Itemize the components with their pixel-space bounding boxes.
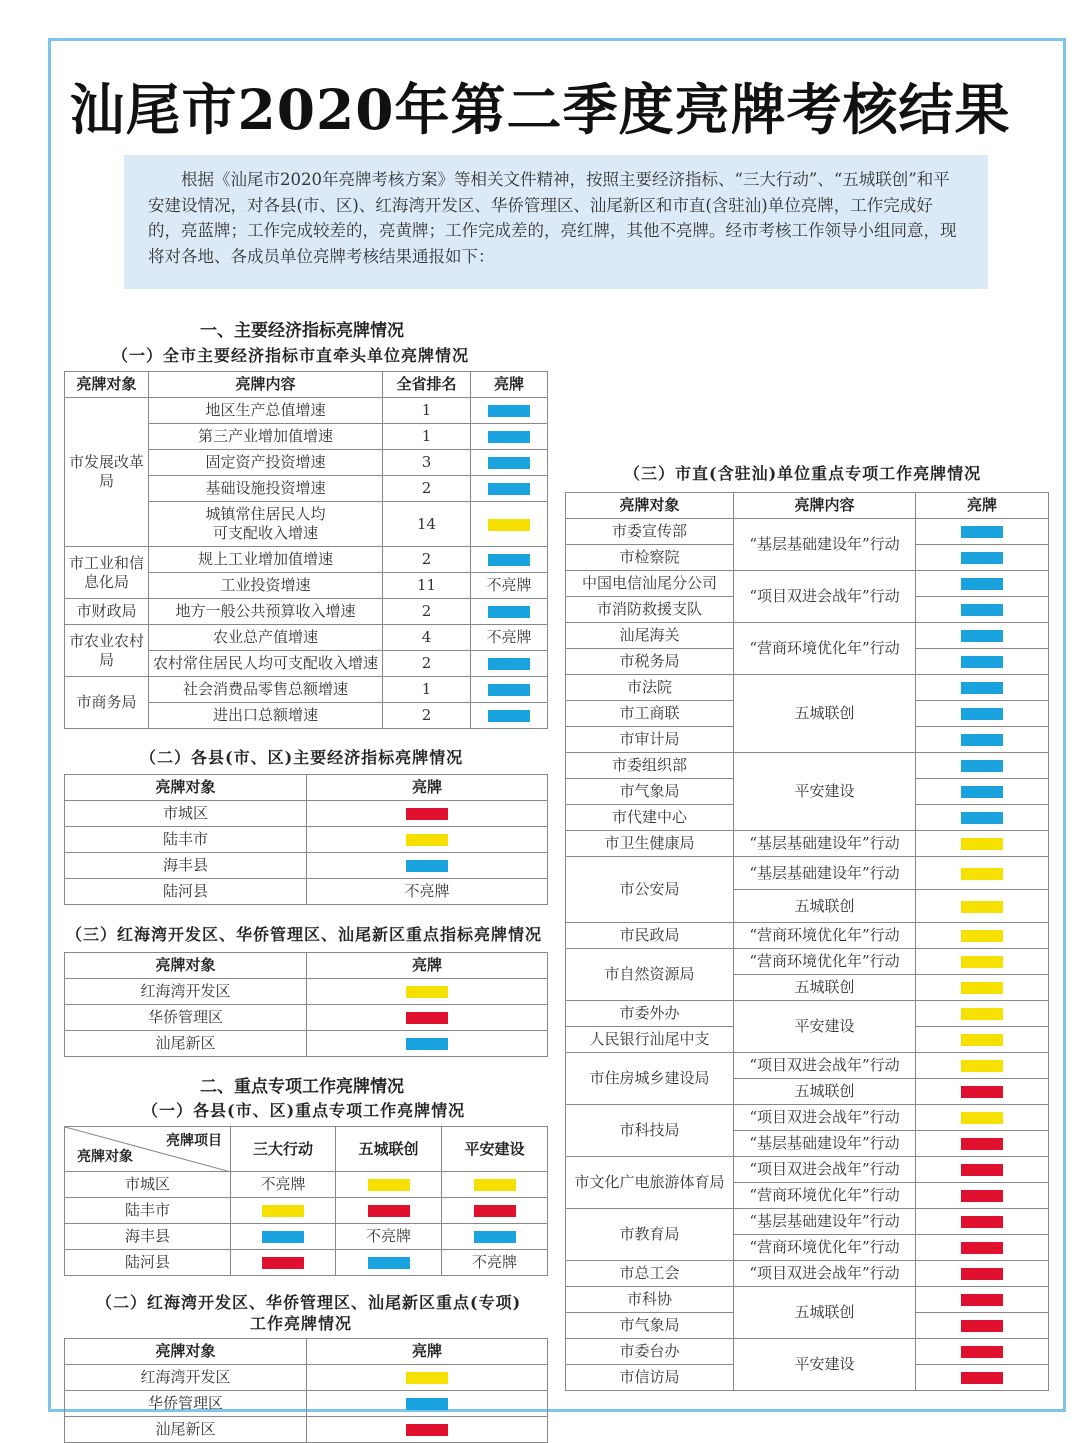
card-cell: [916, 1053, 1049, 1079]
org-cell: 市发展改革局: [65, 398, 149, 547]
yellow-card: [262, 1205, 304, 1217]
item-cell: “基层基础建设年”行动: [734, 1131, 916, 1157]
org-cell: 市住房城乡建设局: [566, 1053, 734, 1105]
blue-card: [488, 431, 530, 443]
org-cell: 市工商联: [566, 701, 734, 727]
blue-card: [368, 1257, 410, 1269]
card-cell: [231, 1224, 336, 1250]
rank-cell: 2: [383, 547, 471, 573]
org-cell: 海丰县: [65, 853, 307, 879]
item-cell: 社会消费品零售总额增速: [149, 677, 383, 703]
yellow-card: [961, 982, 1003, 994]
item-cell: 固定资产投资增速: [149, 450, 383, 476]
yellow-card: [406, 1372, 448, 1384]
item-cell: 农业总产值增速: [149, 625, 383, 651]
card-cell: [916, 890, 1049, 923]
card-cell: [307, 1417, 548, 1443]
rank-cell: 1: [383, 424, 471, 450]
item-cell: 五城联创: [734, 1079, 916, 1105]
card-cell: [307, 827, 548, 853]
red-card: [474, 1205, 516, 1217]
item-cell: “营商环境优化年”行动: [734, 1235, 916, 1261]
item-cell: “基层基础建设年”行动: [734, 857, 916, 890]
col-header: 亮牌对象: [65, 775, 307, 801]
org-cell: 汕尾海关: [566, 623, 734, 649]
item-cell: “基层基础建设年”行动: [734, 1209, 916, 1235]
card-cell: [336, 1198, 442, 1224]
red-card: [961, 1268, 1003, 1280]
table-row: [566, 831, 1049, 857]
org-cell: 红海湾开发区: [65, 1365, 307, 1391]
blue-card: [961, 682, 1003, 694]
org-cell: 市工业和信息化局: [65, 547, 149, 599]
org-cell: 市委外办: [566, 1001, 734, 1027]
item-cell: 五城联创: [734, 890, 916, 923]
org-cell: 市总工会: [566, 1261, 734, 1287]
yellow-card: [961, 901, 1003, 913]
col-header: 亮牌对象: [566, 493, 734, 519]
rank-cell: 1: [383, 398, 471, 424]
red-card: [961, 1346, 1003, 1358]
item-cell: “项目双进会战年”行动: [734, 1053, 916, 1079]
no-light-text: 不亮牌: [471, 573, 548, 599]
yellow-card: [961, 1008, 1003, 1020]
blue-card: [474, 1231, 516, 1243]
yellow-card: [961, 930, 1003, 942]
table-row: [65, 398, 548, 424]
yellow-card: [406, 986, 448, 998]
org-cell: 陆河县: [65, 1250, 231, 1276]
blue-card: [488, 606, 530, 618]
blue-card: [488, 554, 530, 566]
intro-paragraph: 根据《汕尾市2020年亮牌考核方案》等相关文件精神，按照主要经济指标、“三大行动”、“五城联创”和平安建设情况，对各县(市、区)、红海湾开发区、华侨管理区、汕尾新区和市直(含驻汕)单位亮牌，工作完成好的，亮蓝牌；工作完成较差的，亮黄牌；工作完成差的，亮红牌，其他不亮牌。经市考核工作领导小组同意，现将对各地、各成员单位亮牌考核结果通报如下：: [124, 155, 988, 289]
item-cell: 五城联创: [734, 975, 916, 1001]
org-cell: 陆河县: [65, 879, 307, 905]
card-cell: [916, 1105, 1049, 1131]
card-cell: [916, 779, 1049, 805]
blue-card: [488, 483, 530, 495]
card-cell: [307, 1031, 548, 1057]
card-cell: [916, 675, 1049, 701]
card-cell: [916, 727, 1049, 753]
s2-table2: [64, 1338, 548, 1443]
card-cell: [916, 1287, 1049, 1313]
red-card: [961, 1216, 1003, 1228]
table-row: [566, 949, 1049, 975]
item-cell: “基层基础建设年”行动: [734, 831, 916, 857]
col-header: 亮牌对象: [65, 953, 307, 979]
blue-card: [961, 812, 1003, 824]
table-row: [566, 623, 1049, 649]
red-card: [961, 1294, 1003, 1306]
item-cell: 规上工业增加值增速: [149, 547, 383, 573]
org-cell: 市科协: [566, 1287, 734, 1313]
blue-card: [406, 1038, 448, 1050]
card-cell: [307, 801, 548, 827]
org-cell: 人民银行汕尾中支: [566, 1027, 734, 1053]
corner-header: [65, 1127, 231, 1172]
card-cell: [307, 1005, 548, 1031]
col-header: 亮牌内容: [734, 493, 916, 519]
card-cell: [916, 1157, 1049, 1183]
table-row: [65, 827, 548, 853]
org-cell: 市城区: [65, 1172, 231, 1198]
table-row: [65, 677, 548, 703]
card-cell: [916, 571, 1049, 597]
blue-card: [961, 760, 1003, 772]
org-cell: 市科技局: [566, 1105, 734, 1157]
col-header: 三大行动: [231, 1127, 336, 1172]
table-row: [65, 879, 548, 905]
blue-card: [262, 1231, 304, 1243]
card-cell: [916, 1183, 1049, 1209]
s2-table3-title: （三）市直(含驻汕)单位重点专项工作亮牌情况: [624, 464, 982, 483]
org-cell: 市民政局: [566, 923, 734, 949]
blue-card: [961, 708, 1003, 720]
blue-card: [961, 604, 1003, 616]
card-cell: [442, 1224, 548, 1250]
blue-card: [488, 658, 530, 670]
s1-table2: [64, 774, 548, 905]
card-cell: [916, 1131, 1049, 1157]
col-header: 亮牌: [307, 1339, 548, 1365]
no-light-text: 不亮牌: [307, 879, 548, 905]
page-title: 汕尾市2020年第二季度亮牌考核结果: [69, 77, 1011, 142]
table-row: [65, 1417, 548, 1443]
table-row: [566, 753, 1049, 779]
corner-bottom-label: 亮牌对象: [77, 1149, 133, 1165]
item-cell: 基础设施投资增速: [149, 476, 383, 502]
red-card: [961, 1138, 1003, 1150]
card-cell: [442, 1198, 548, 1224]
card-cell: [916, 597, 1049, 623]
card-cell: [471, 547, 548, 573]
item-cell: “营商环境优化年”行动: [734, 923, 916, 949]
card-cell: [916, 949, 1049, 975]
org-cell: 市信访局: [566, 1365, 734, 1391]
col-header: 亮牌对象: [65, 372, 149, 398]
no-light-text: 不亮牌: [471, 625, 548, 651]
item-cell: 农村常住居民人均可支配收入增速: [149, 651, 383, 677]
table-row: [566, 1261, 1049, 1287]
org-cell: 市税务局: [566, 649, 734, 675]
card-cell: [471, 398, 548, 424]
item-cell: 五城联创: [734, 1287, 916, 1339]
red-card: [406, 1424, 448, 1436]
blue-card: [406, 860, 448, 872]
org-cell: 市财政局: [65, 599, 149, 625]
rank-cell: 1: [383, 677, 471, 703]
table-row: [65, 1224, 548, 1250]
s2-table3: [565, 492, 1049, 1391]
item-cell: “项目双进会战年”行动: [734, 1157, 916, 1183]
blue-card: [961, 734, 1003, 746]
yellow-card: [961, 1112, 1003, 1124]
red-card: [262, 1257, 304, 1269]
red-card: [961, 1190, 1003, 1202]
org-cell: 华侨管理区: [65, 1005, 307, 1031]
yellow-card: [961, 1060, 1003, 1072]
item-cell: 平安建设: [734, 1339, 916, 1391]
item-cell: “营商环境优化年”行动: [734, 623, 916, 675]
item-cell: 五城联创: [734, 675, 916, 753]
card-cell: [916, 1339, 1049, 1365]
card-cell: [471, 599, 548, 625]
card-cell: [442, 1172, 548, 1198]
item-cell: 地方一般公共预算收入增速: [149, 599, 383, 625]
section1-heading: 一、主要经济指标亮牌情况: [200, 321, 404, 341]
yellow-card: [474, 1179, 516, 1191]
org-cell: 市委宣传部: [566, 519, 734, 545]
table-row: [65, 1198, 548, 1224]
col-header: 亮牌内容: [149, 372, 383, 398]
red-card: [406, 808, 448, 820]
card-cell: [916, 1261, 1049, 1287]
card-cell: [916, 1209, 1049, 1235]
org-cell: 市商务局: [65, 677, 149, 729]
item-cell: “项目双进会战年”行动: [734, 1105, 916, 1131]
org-cell: 市审计局: [566, 727, 734, 753]
card-cell: [307, 979, 548, 1005]
section2-heading: 二、重点专项工作亮牌情况: [200, 1077, 404, 1097]
item-cell: 平安建设: [734, 753, 916, 831]
card-cell: [916, 701, 1049, 727]
blue-card: [488, 457, 530, 469]
card-cell: [916, 753, 1049, 779]
org-cell: 陆丰市: [65, 827, 307, 853]
blue-card: [961, 786, 1003, 798]
rank-cell: 3: [383, 450, 471, 476]
card-cell: [916, 623, 1049, 649]
s1-table1: [64, 371, 548, 729]
org-cell: 汕尾新区: [65, 1031, 307, 1057]
table-row: [566, 1157, 1049, 1183]
org-cell: 市气象局: [566, 1313, 734, 1339]
org-cell: 市委台办: [566, 1339, 734, 1365]
item-cell: 第三产业增加值增速: [149, 424, 383, 450]
org-cell: 市法院: [566, 675, 734, 701]
yellow-card: [961, 1034, 1003, 1046]
red-card: [961, 1372, 1003, 1384]
col-header: 亮牌: [307, 953, 548, 979]
rank-cell: 2: [383, 476, 471, 502]
table-row: [65, 801, 548, 827]
s1-table3: [64, 952, 548, 1057]
card-cell: [916, 975, 1049, 1001]
table-row: [65, 1031, 548, 1057]
table-row: [566, 1053, 1049, 1079]
org-cell: 海丰县: [65, 1224, 231, 1250]
col-header: 亮牌对象: [65, 1339, 307, 1365]
rank-cell: 14: [383, 502, 471, 547]
card-cell: [471, 476, 548, 502]
org-cell: 市农业农村局: [65, 625, 149, 677]
org-cell: 市卫生健康局: [566, 831, 734, 857]
s2-table2-title-line1: （二）红海湾开发区、华侨管理区、汕尾新区重点(专项): [96, 1293, 522, 1312]
col-header: 五城联创: [336, 1127, 442, 1172]
rank-cell: 11: [383, 573, 471, 599]
yellow-card: [961, 838, 1003, 850]
blue-card: [488, 684, 530, 696]
card-cell: [916, 1365, 1049, 1391]
org-cell: 市文化广电旅游体育局: [566, 1157, 734, 1209]
blue-card: [406, 1398, 448, 1410]
rank-cell: 2: [383, 703, 471, 729]
table-row: [65, 1250, 548, 1276]
table-row: [566, 675, 1049, 701]
table-row: [566, 1209, 1049, 1235]
yellow-card: [488, 519, 530, 531]
org-cell: 市检察院: [566, 545, 734, 571]
card-cell: [916, 923, 1049, 949]
rank-cell: 2: [383, 651, 471, 677]
item-cell: 城镇常住居民人均可支配收入增速: [149, 502, 383, 547]
table-row: [65, 625, 548, 651]
blue-card: [961, 552, 1003, 564]
no-light-text: 不亮牌: [336, 1224, 442, 1250]
org-cell: 市消防救援支队: [566, 597, 734, 623]
table-row: [566, 923, 1049, 949]
card-cell: [471, 502, 548, 547]
card-cell: [471, 703, 548, 729]
card-cell: [916, 1313, 1049, 1339]
blue-card: [488, 710, 530, 722]
org-cell: 市教育局: [566, 1209, 734, 1261]
table-row: [65, 853, 548, 879]
s1-table1-title: （一）全市主要经济指标市直牵头单位亮牌情况: [112, 346, 470, 365]
item-cell: “营商环境优化年”行动: [734, 949, 916, 975]
card-cell: [307, 1391, 548, 1417]
blue-card: [961, 526, 1003, 538]
card-cell: [231, 1250, 336, 1276]
org-cell: 红海湾开发区: [65, 979, 307, 1005]
s1-table2-title: （二）各县(市、区)主要经济指标亮牌情况: [140, 748, 464, 767]
table-row: [566, 1339, 1049, 1365]
org-cell: 陆丰市: [65, 1198, 231, 1224]
red-card: [961, 1320, 1003, 1332]
table-row: [566, 519, 1049, 545]
corner-top-label: 亮牌项目: [166, 1133, 222, 1149]
card-cell: [916, 1001, 1049, 1027]
table-row: [566, 1001, 1049, 1027]
org-cell: 市委组织部: [566, 753, 734, 779]
card-cell: [916, 545, 1049, 571]
card-cell: [916, 1027, 1049, 1053]
item-cell: “营商环境优化年”行动: [734, 1183, 916, 1209]
card-cell: [471, 677, 548, 703]
card-cell: [916, 857, 1049, 890]
table-row: [65, 547, 548, 573]
card-cell: [916, 649, 1049, 675]
table-row: [65, 1005, 548, 1031]
card-cell: [916, 805, 1049, 831]
card-cell: [916, 519, 1049, 545]
red-card: [961, 1086, 1003, 1098]
rank-cell: 4: [383, 625, 471, 651]
org-cell: 华侨管理区: [65, 1391, 307, 1417]
blue-card: [488, 405, 530, 417]
card-cell: [336, 1172, 442, 1198]
blue-card: [961, 578, 1003, 590]
table-row: [65, 599, 548, 625]
red-card: [961, 1242, 1003, 1254]
col-header: 亮牌: [307, 775, 548, 801]
card-cell: [307, 1365, 548, 1391]
card-cell: [307, 853, 548, 879]
blue-card: [961, 656, 1003, 668]
card-cell: [916, 831, 1049, 857]
item-cell: 平安建设: [734, 1001, 916, 1053]
yellow-card: [961, 868, 1003, 880]
col-header: 亮牌: [471, 372, 548, 398]
yellow-card: [406, 834, 448, 846]
org-cell: 市自然资源局: [566, 949, 734, 1001]
table-row: [566, 1105, 1049, 1131]
item-cell: 工业投资增速: [149, 573, 383, 599]
no-light-text: 不亮牌: [231, 1172, 336, 1198]
no-light-text: 不亮牌: [442, 1250, 548, 1276]
card-cell: [231, 1198, 336, 1224]
blue-card: [961, 630, 1003, 642]
yellow-card: [368, 1179, 410, 1191]
card-cell: [471, 424, 548, 450]
org-cell: 市公安局: [566, 857, 734, 923]
table-row: [566, 857, 1049, 890]
org-cell: 市城区: [65, 801, 307, 827]
card-cell: [471, 651, 548, 677]
table-row: [65, 1365, 548, 1391]
red-card: [368, 1205, 410, 1217]
item-cell: 地区生产总值增速: [149, 398, 383, 424]
s2-table2-title-line2: 工作亮牌情况: [250, 1314, 353, 1333]
table-row: [566, 571, 1049, 597]
red-card: [961, 1164, 1003, 1176]
item-cell: “项目双进会战年”行动: [734, 1261, 916, 1287]
s2-table1-title: （一）各县(市、区)重点专项工作亮牌情况: [142, 1101, 466, 1120]
card-cell: [336, 1250, 442, 1276]
col-header: 平安建设: [442, 1127, 548, 1172]
table-row: [65, 1172, 548, 1198]
col-header: 全省排名: [383, 372, 471, 398]
col-header: 亮牌: [916, 493, 1049, 519]
item-cell: 进出口总额增速: [149, 703, 383, 729]
org-cell: 市代建中心: [566, 805, 734, 831]
s2-table1: [64, 1126, 548, 1276]
item-cell: “基层基础建设年”行动: [734, 519, 916, 571]
table-row: [65, 979, 548, 1005]
org-cell: 中国电信汕尾分公司: [566, 571, 734, 597]
yellow-card: [961, 956, 1003, 968]
card-cell: [916, 1079, 1049, 1105]
card-cell: [471, 450, 548, 476]
org-cell: 汕尾新区: [65, 1417, 307, 1443]
rank-cell: 2: [383, 599, 471, 625]
table-row: [65, 1391, 548, 1417]
item-cell: “项目双进会战年”行动: [734, 571, 916, 623]
table-row: [566, 1287, 1049, 1313]
red-card: [406, 1012, 448, 1024]
s1-table3-title: （三）红海湾开发区、华侨管理区、汕尾新区重点指标亮牌情况: [66, 925, 543, 944]
org-cell: 市气象局: [566, 779, 734, 805]
card-cell: [916, 1235, 1049, 1261]
